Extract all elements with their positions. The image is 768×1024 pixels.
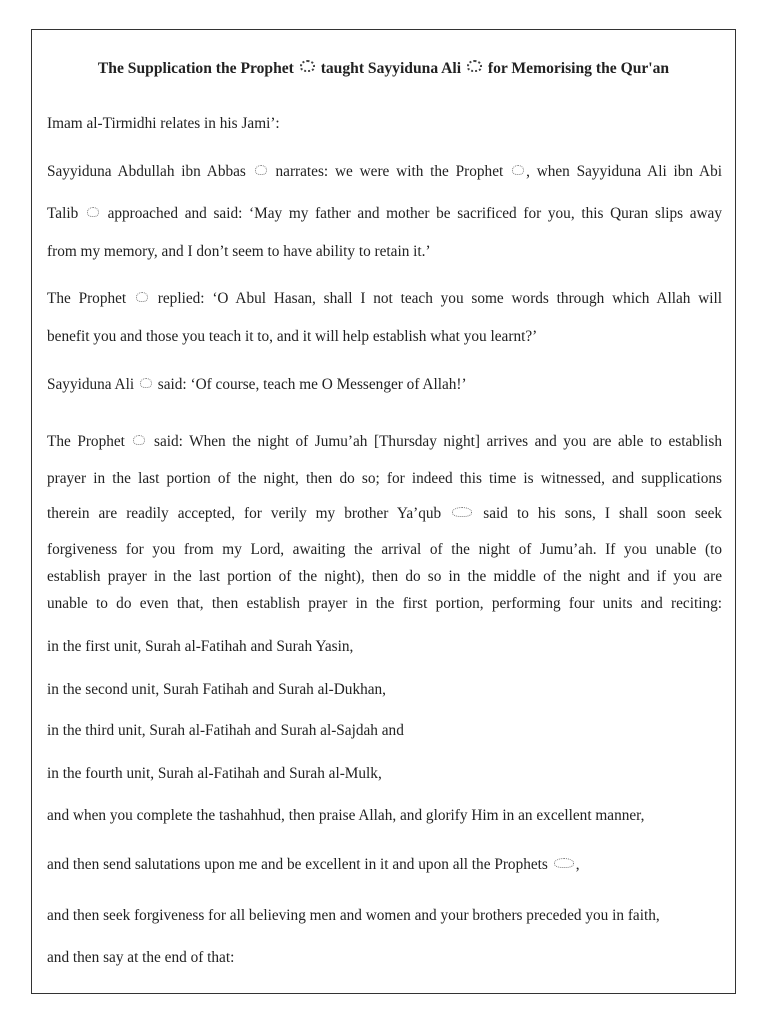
paragraph-line: and then send salutations upon me and be excellent in it and upon all the Prophets , xyxy=(47,856,580,873)
paragraph-line: Sayyiduna Ali said: ‘Of course, teach me O Messenger of Allah!’ xyxy=(47,376,467,393)
paragraph-line: and when you complete the tashahhud, then praise Allah, and glorify Him in an excellent manner, xyxy=(47,807,645,824)
paragraph-line: unable to do even that, then establish prayer in the first portion, performing four units and reciting: xyxy=(47,595,722,612)
honorific-icon xyxy=(512,165,524,175)
honorific-icon xyxy=(554,858,574,868)
honorific-icon xyxy=(300,60,315,72)
paragraph-line: Talib approached and said: ‘May my father and mother be sacrificed for you, this Quran slips away xyxy=(47,205,722,222)
paragraph-line: in the first unit, Surah al-Fatihah and Surah Yasin, xyxy=(47,638,354,655)
paragraph-line: therein are readily accepted, for verily my brother Ya’qub said to his sons, I shall soon seek xyxy=(47,505,723,522)
paragraph-line: Sayyiduna Abdullah ibn Abbas narrates: we were with the Prophet , when Sayyiduna Ali ibn Abi xyxy=(47,163,722,180)
honorific-icon xyxy=(452,507,472,517)
honorific-icon xyxy=(140,378,152,388)
paragraph-line: establish prayer in the last portion of the night), then do so in the middle of the night and if you are xyxy=(47,568,722,585)
paragraph-line: in the fourth unit, Surah al-Fatihah and Surah al-Mulk, xyxy=(47,765,382,782)
paragraph-line: in the third unit, Surah al-Fatihah and Surah al-Sajdah and xyxy=(47,722,404,739)
paragraph-line: The Prophet replied: ‘O Abul Hasan, shall I not teach you some words through which Allah will xyxy=(47,290,722,307)
paragraph-line: The Prophet said: When the night of Jumu’ah [Thursday night] arrives and you are able to establish xyxy=(47,433,722,450)
honorific-icon xyxy=(255,165,267,175)
paragraph-line: in the second unit, Surah Fatihah and Surah al-Dukhan, xyxy=(47,681,387,698)
paragraph-line: prayer in the last portion of the night, then do so; for indeed this time is witnessed, and supplications xyxy=(47,470,722,487)
honorific-icon xyxy=(87,207,99,217)
paragraph-line: forgiveness for you from my Lord, awaiting the arrival of the night of Jumu’ah. If you unable (to xyxy=(47,541,722,558)
document-title: The Supplication the Prophet taught Sayyiduna Ali for Memorising the Qur'an xyxy=(97,60,670,77)
paragraph-line: from my memory, and I don’t seem to have ability to retain it.’ xyxy=(47,243,431,260)
honorific-icon xyxy=(133,435,145,445)
paragraph-line: benefit you and those you teach it to, and it will help establish what you learnt?’ xyxy=(47,328,538,345)
honorific-icon xyxy=(136,292,148,302)
paragraph-line: and then say at the end of that: xyxy=(47,949,235,966)
paragraph-line: Imam al-Tirmidhi relates in his Jami’: xyxy=(47,115,280,132)
paragraph-line: and then seek forgiveness for all believing men and women and your brothers preceded you in faith, xyxy=(47,907,660,924)
honorific-icon xyxy=(467,60,482,72)
